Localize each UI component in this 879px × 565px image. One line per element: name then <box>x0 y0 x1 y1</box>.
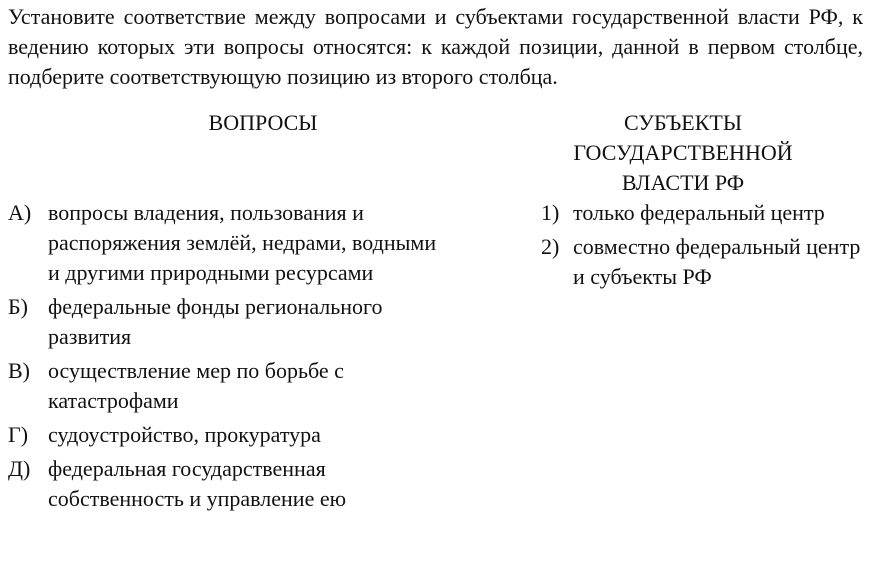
subject-text: совместно федеральный центр и субъекты РФ <box>573 234 861 289</box>
questions-list <box>8 198 508 514</box>
question-text: осуществление мер по борьбе с катастрофами <box>48 358 344 413</box>
question-text: вопросы владения, пользования и распоряжения землёй, недрами, водными и другими природными ресурсами <box>48 200 437 285</box>
question-marker: Б) <box>8 294 28 319</box>
subject-marker: 2) <box>541 234 560 259</box>
question-item-g <box>8 420 508 450</box>
question-marker: В) <box>8 358 30 383</box>
question-item-b <box>8 292 508 352</box>
subjects-column <box>533 108 873 296</box>
subject-item-1 <box>533 198 873 228</box>
question-marker: А) <box>8 200 32 225</box>
questions-column <box>8 108 508 518</box>
matching-table <box>8 108 863 528</box>
subject-item-2 <box>533 232 873 292</box>
question-item-a <box>8 198 508 288</box>
subjects-heading: СУБЪЕКТЫ ГОСУДАРСТВЕННОЙ ВЛАСТИ РФ <box>573 110 793 195</box>
subject-marker: 1) <box>541 200 560 225</box>
question-item-d <box>8 454 508 514</box>
task-instruction: Установите соответствие между вопросами и субъектами государственной власти РФ, к ведению которых эти вопросы относятся: к каждой позиции, данной в первом столбце, подберите соответствующую позицию из второго столбца. <box>8 4 863 89</box>
question-text: судоустройство, прокуратура <box>48 422 321 447</box>
question-item-v <box>8 356 508 416</box>
question-text: федеральные фонды регионального развития <box>48 294 383 349</box>
subjects-list <box>533 198 873 292</box>
question-marker: Г) <box>8 422 29 447</box>
subject-text: только федеральный центр <box>573 200 825 225</box>
questions-heading: ВОПРОСЫ <box>208 110 318 135</box>
question-text: федеральная государственная собственность и управление ею <box>48 456 347 511</box>
question-marker: Д) <box>8 456 31 481</box>
